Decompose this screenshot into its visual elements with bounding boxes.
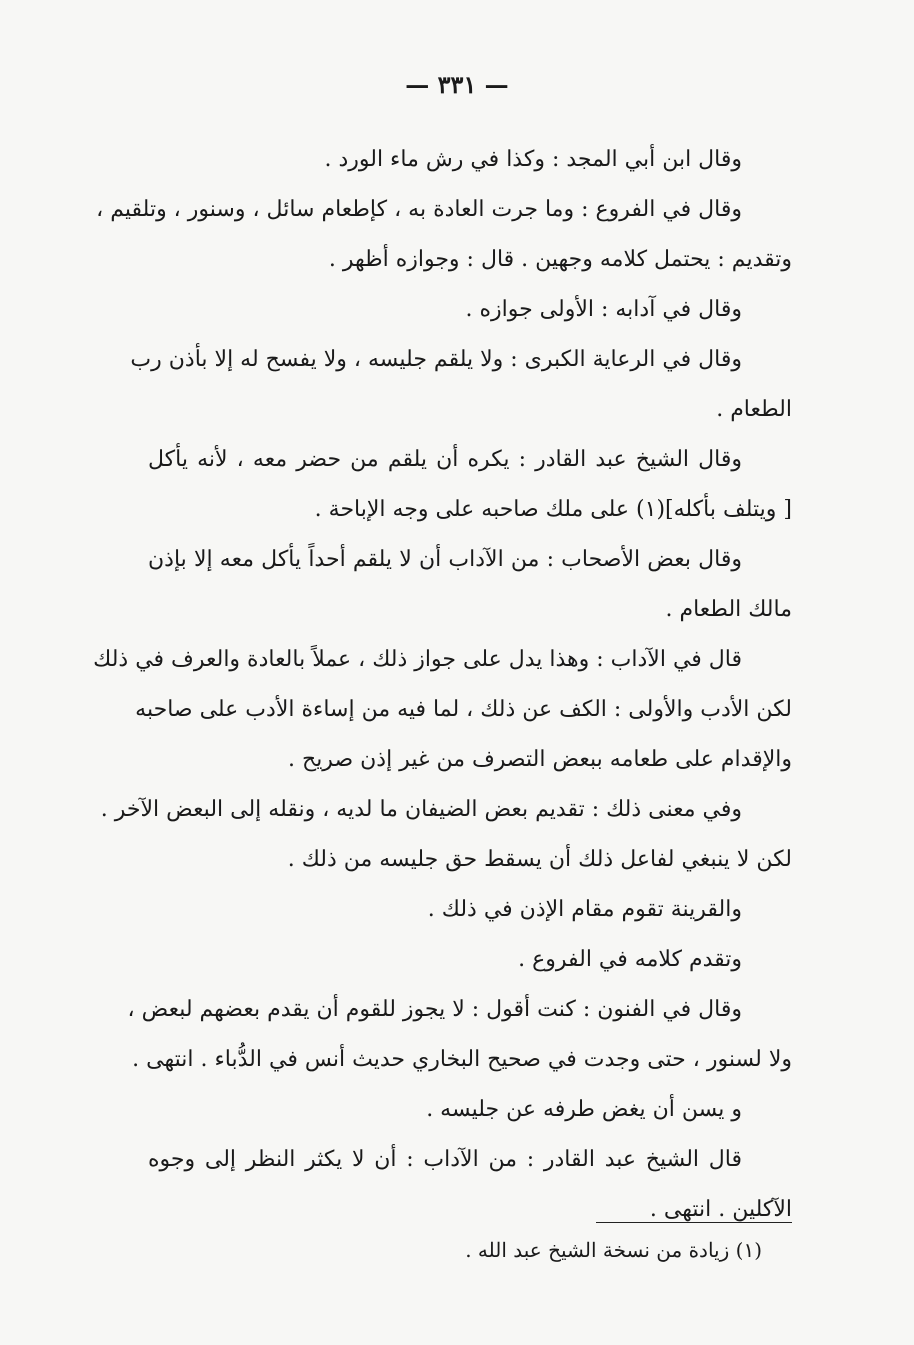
footnote-divider <box>596 1222 792 1223</box>
text-line: لكن لا ينبغي لفاعل ذلك أن يسقط حق جليسه من ذلك . <box>287 847 792 872</box>
text-line: وقال بعض الأصحاب : من الآداب أن لا يلقم أحداً يأكل معه إلا بإذن <box>148 547 742 572</box>
footnote: (١) زيادة من نسخة الشيخ عبد الله . <box>465 1238 762 1262</box>
text-line: قال الشيخ عبد القادر : من الآداب : أن لا يكثر النظر إلى وجوه <box>148 1147 742 1172</box>
text-line: وتقديم : يحتمل كلامه وجهين . قال : وجوازه أظهر . <box>328 247 792 272</box>
text-line: لكن الأدب والأولى : الكف عن ذلك ، لما فيه من إساءة الأدب على صاحبه <box>135 697 792 722</box>
text-line: الطعام . <box>716 397 792 422</box>
text-line: و يسن أن يغض طرفه عن جليسه . <box>426 1097 742 1122</box>
text-line: وقال في آدابه : الأولى جوازه . <box>465 297 742 322</box>
text-line: وتقدم كلامه في الفروع . <box>518 947 742 972</box>
text-line: [ ويتلف بأكله](١) على ملك صاحبه على وجه الإباحة . <box>314 497 792 522</box>
text-line: والإقدام على طعامه ببعض التصرف من غير إذن صريح . <box>288 747 792 772</box>
text-line: وقال في الفروع : وما جرت العادة به ، كإطعام سائل ، وسنور ، وتلقيم ، <box>96 197 742 222</box>
text-line: الآكلين . انتهى . <box>649 1197 792 1222</box>
text-line: ولا لسنور ، حتى وجدت في صحيح البخاري حديث أنس في الدُّباء . انتهى . <box>132 1047 792 1072</box>
text-line: قال في الآداب : وهذا يدل على جواز ذلك ، عملاً بالعادة والعرف في ذلك <box>93 647 742 672</box>
text-line: والقرينة تقوم مقام الإذن في ذلك . <box>427 897 742 922</box>
text-line: وقال في الرعاية الكبرى : ولا يلقم جليسه ، ولا يفسح له إلا بأذن رب <box>130 347 742 372</box>
text-line: وقال في الفنون : كنت أقول : لا يجوز للقوم أن يقدم بعضهم لبعض ، <box>127 997 742 1022</box>
text-line: مالك الطعام . <box>665 597 792 622</box>
text-line: وفي معنى ذلك : تقديم بعض الضيفان ما لديه ، ونقله إلى البعض الآخر . <box>100 797 742 822</box>
body-text <box>93 138 792 1238</box>
text-line: وقال ابن أبي المجد : وكذا في رش ماء الورد . <box>324 147 742 172</box>
text-line: وقال الشيخ عبد القادر : يكره أن يلقم من حضر معه ، لأنه يأكل <box>148 447 742 472</box>
page-number: — ٣٣١ — <box>405 70 509 99</box>
